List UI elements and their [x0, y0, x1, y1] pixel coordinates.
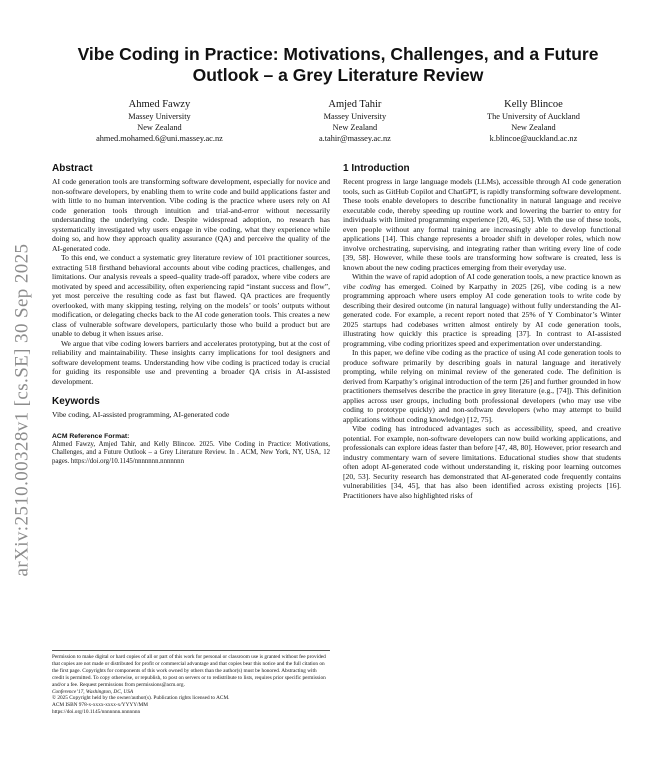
right-column	[343, 162, 621, 500]
intro-paragraph-4: Vibe coding has introduced advantages such as accessibility, speed, and creative potential. For example, non-software developers can now build working applications, and professionals can explore ideas faster than before [47, 48, 80]. However, prior research and industry commentary warn of severe limitations. Educational studies show that students often adopt AI-generated code without understanding it, risking poor learning outcomes [20, 53]. Security research has demonstrated that AI-generated code frequently contains vulnerabilities [34, 45], that has also been identified across existing projects [16]. Practitioners have also highlighted risks of	[343, 424, 621, 500]
author-3	[487, 98, 580, 144]
author-name: Amjed Tahir	[328, 99, 382, 110]
isbn-line: ACM ISBN 978-x-xxxx-xxxx-x/YYYY/MM	[52, 702, 148, 709]
arxiv-id-text: arXiv:2510.00328v1 [cs.SE] 30 Sep 2025	[11, 243, 32, 577]
author-name: Kelly Blincoe	[504, 99, 563, 110]
intro-p2-rest: has emerged. Coined by Karpathy in 2025 [26], vibe coding is a new programming approach where users employ AI code generation tools to write code by describing their desired outcome (in natural language) without fully understanding the AI-generated code. For example, a recent report noted that 25% of Y Combinator’s Winter 2025 startups had codebases written almost entirely by AI code generation tools, illustrating how quickly this practice is spreading [37]. In contrast to AI-assisted programming, vibe coding prioritizes speed and experimentation over understanding.	[343, 281, 622, 348]
intro-paragraph-3: In this paper, we define vibe coding as the practice of using AI code generation tools to produce software primarily by describing goals in natural language and iteratively prompting, while relying on minimal review of the generated code. The definition is derived from Karpathy’s original introduction of the term [26] and further grounded in how practitioners themselves describe the practice in grey literature (e.g., [74]). This definition applies across user groups, including both professional developers (who may use vibe coding to prototype quickly) and non-software developers (who may attempt to build applications without coding knowledge) [12, 75].	[343, 348, 621, 424]
intro-paragraph-1: Recent progress in large language models (LLMs), accessible through AI code generation tools, such as GitHub Copilot and ChatGPT, is rapidly transforming software development. These tools enable developers to describe functionality in natural language and receive executable code, thereby speeding up routine work and lowering the barrier to entry for individuals with limited programming experience [20, 46, 53]. With the use of these tools, even people without any formal training are increasingly able to develop functional applications [14]. This change represents a broader shift in developer roles, which now involve orchestrating, supervising, and integrating rather than writing every line of code [39, 58]. However, while these tools are transforming how software is created, less is known about the new coding practices emerging from their everyday use.	[343, 177, 621, 272]
author-email: a.tahir@massey.ac.nz	[318, 134, 391, 143]
permission-footnote	[52, 650, 330, 716]
doi-line: https://doi.org/10.1145/nnnnnnn.nnnnnnn	[52, 709, 141, 716]
abstract-paragraph-1: AI code generation tools are transforming software development, especially for novice and non-software developers, by enabling them to write code and build applications faster and with little to no human intervention. Vibe coding is the practice where users rely on AI code generation tools through intuition and trial-and-error without necessarily understanding the underlying code. Despite widespread adoption, no research has systematically investigated why users engage in vibe coding, what they experience while doing so, and how they approach quality assurance (QA) and perceive the quality of the AI-generated code.	[52, 177, 330, 253]
permission-text: Permission to make digital or hard copies of all or part of this work for personal or classroom use is granted without fee provided that copies are not made or distributed for profit or commercial advantage and that copies bear this notice and the full citation on the first page. Copyrights for components of this work owned by others than the author(s) must be honored. Abstracting with credit is permitted. To copy otherwise, or republish, to post on servers or to redistribute to lists, requires prior specific permission and/or a fee. Request permissions from permissions@acm.org.	[52, 654, 326, 688]
author-country: New Zealand	[137, 123, 182, 132]
keywords-heading: Keywords	[52, 396, 100, 407]
author-country: New Zealand	[332, 123, 378, 132]
author-1	[96, 98, 223, 144]
introduction-heading: 1 Introduction	[343, 163, 410, 174]
author-email: k.blincoe@auckland.ac.nz	[489, 134, 578, 143]
conference-line: Conference’17, Washington, DC, USA	[52, 688, 134, 695]
abstract-paragraph-3: We argue that vibe coding lowers barriers and accelerates prototyping, but at the cost of reliability and maintainability. These insights carry implications for tool designers and software development teams. Understanding how vibe coding is practiced today is crucial for guiding its responsible use and preventing a broader QA crisis in AI-assisted development.	[52, 338, 330, 386]
left-column	[52, 162, 330, 466]
author-block	[48, 98, 628, 144]
author-email: ahmed.mohamed.6@uni.massey.ac.nz	[96, 134, 223, 143]
author-affiliation: Massey University	[128, 112, 191, 121]
vibe-coding-term: vibe coding	[343, 281, 381, 291]
title-line-1: Vibe Coding in Practice: Motivations, Challenges, and a Future	[77, 44, 599, 64]
author-country: New Zealand	[511, 123, 556, 132]
acm-reference-heading: ACM Reference Format:	[52, 432, 130, 440]
author-name: Ahmed Fawzy	[128, 99, 191, 110]
arxiv-sidebar-identifier	[10, 200, 34, 620]
author-affiliation: Massey University	[323, 112, 387, 121]
abstract-paragraph-2: To this end, we conduct a systematic grey literature review of 101 practitioner sources, extracting 518 firsthand behavioral accounts about vibe coding practices, challenges, and limitations. Our analysis reveals a speed–quality trade-off paradox, where vibe coders are motivated by speed and accessibility, often experiencing rapid “instant success and flow”, yet most perceive the resulting code as fast but flawed. QA practices are frequently overlooked, with many skipping testing, relying on the models’ or tools’ outputs without modification, or delegating checks back to the AI code generation tools. This creates a new class of vulnerable software developers, particularly those who build a product but are unable to debug it when issues arise.	[52, 253, 330, 338]
intro-p2-start: Within the wave of rapid adoption of AI code generation tools, a new practice known as	[352, 272, 621, 281]
abstract-heading: Abstract	[52, 163, 93, 174]
author-affiliation: The University of Auckland	[487, 112, 580, 121]
intro-paragraph-2	[343, 272, 621, 348]
author-2	[319, 98, 391, 144]
title-line-2: Outlook – a Grey Literature Review	[192, 65, 484, 85]
paper-title	[48, 44, 628, 86]
acm-reference-text: Ahmed Fawzy, Amjed Tahir, and Kelly Blincoe. 2025. Vibe Coding in Practice: Motivations, Challenges, and a Future Outlook – a Grey Literature Review. In . ACM, New York, NY, USA, 12 pages. https://doi.org/10.1145/nnnnnnn.nnnnnnn	[52, 440, 330, 465]
keywords-text: Vibe coding, AI-assisted programming, AI-generated code	[52, 410, 230, 419]
copyright-line: © 2025 Copyright held by the owner/author(s). Publication rights licensed to ACM.	[52, 695, 230, 702]
